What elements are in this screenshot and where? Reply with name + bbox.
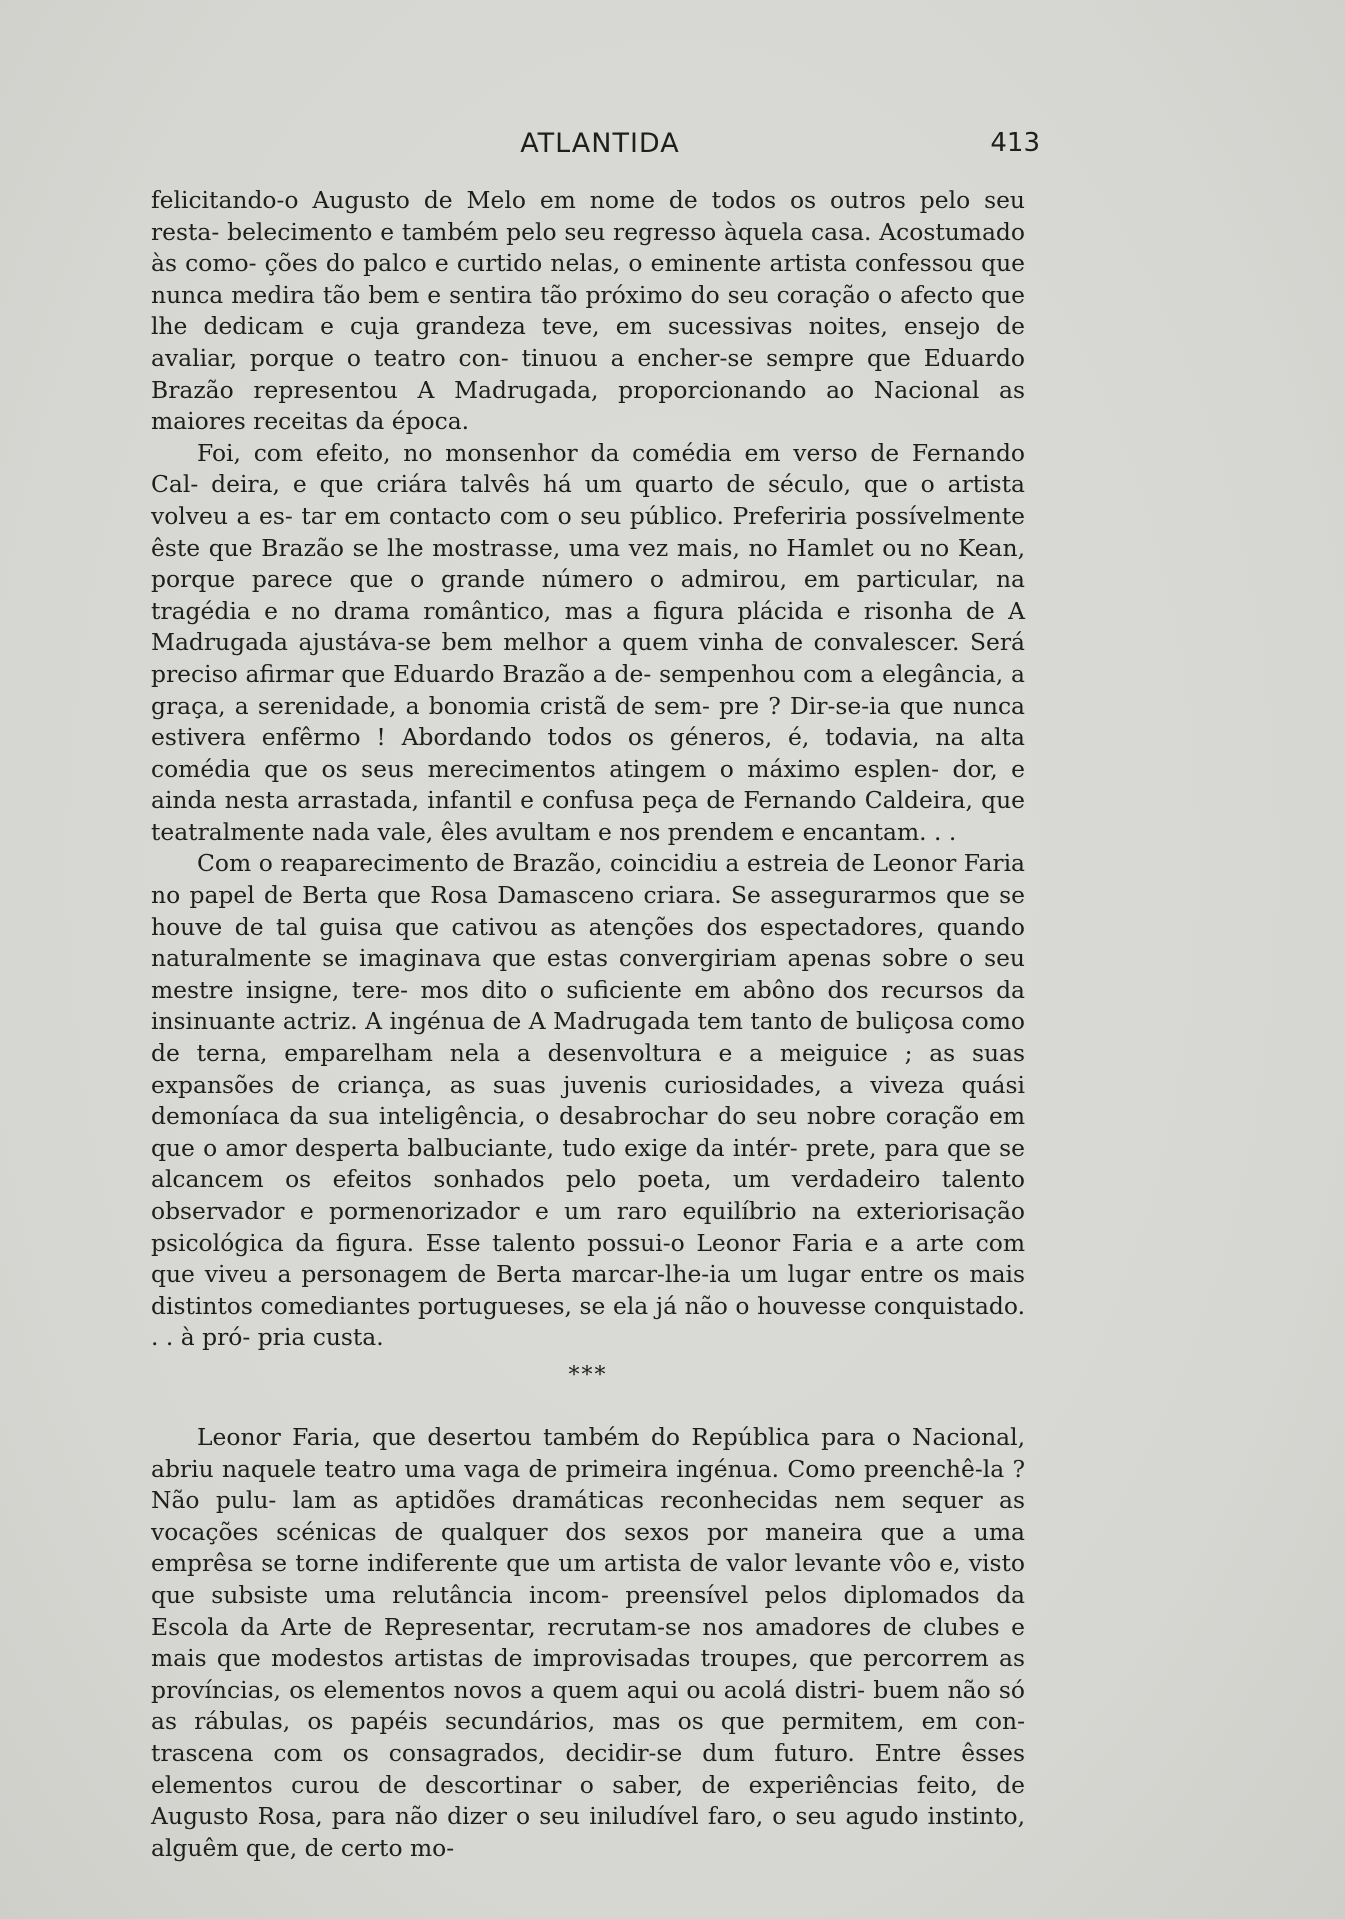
text-line: Foi, com efeito, no monsenhor da comédia em verso de Fernando Cal-	[151, 438, 1025, 499]
text-line: pria custa.	[257, 1323, 384, 1352]
text-line: buem não só as rábulas, os papéis secundários, mas os que permitem, em con-	[151, 1675, 1026, 1736]
text-line: grandeza teve, em sucessivas noites, ensejo de avaliar, porque o teatro con-	[151, 312, 1026, 372]
text-line: lam as aptidões dramáticas reconhecidas nem sequer as vocações scénicas de	[151, 1486, 1025, 1546]
text-line: grande número o admirou, em particular, na tragédia e no drama romântico,	[151, 565, 1025, 625]
paragraph	[151, 438, 1025, 849]
text-line: prete, para que se alcancem os efeitos sonhados pelo poeta, um verdadeiro	[151, 1133, 1026, 1194]
text-line: papel de Berta que Rosa Damasceno criara. Se assegurarmos que se houve	[151, 881, 1025, 941]
text-line: seu nobre coração em que o amor desperta balbuciante, tudo exige da intér-	[151, 1102, 1025, 1162]
text-line: tar em contacto com o seu público. Preferiria possívelmente êste que Brazão	[151, 501, 1026, 562]
text-line: naquele teatro uma vaga de primeira ingénua. Como preenchê-la ? Não pulu-	[151, 1454, 1025, 1515]
text-line: tinuou a encher-se sempre que Eduardo Brazão representou A Madrugada,	[151, 343, 1026, 404]
text-line: desenvoltura e a meiguice ; as suas expansões de criança, as suas juvenis	[151, 1039, 1025, 1099]
page-number: 413	[990, 128, 1040, 158]
text-line: Leonor Faria, que desertou também do República para o Nacional, abriu	[151, 1422, 1025, 1483]
text-line: de A Madrugada tem tanto de buliçosa como de terna, emparelham nela a	[151, 1007, 1026, 1068]
text-line: mas a figura plácida e risonha de A Madrugada ajustáva-se bem melhor a	[151, 596, 1025, 657]
text-line: nos amadores de clubes e mais que modestos artistas de improvisadas troupes,	[151, 1612, 1026, 1673]
text-line: viveu a personagem de Berta marcar-lhe-ia um lugar entre os mais distintos	[151, 1260, 1026, 1320]
text-line: se lhe mostrasse, uma vez mais, no Hamlet ou no Kean, porque parece que o	[151, 533, 1026, 594]
paragraph	[151, 185, 1025, 438]
text-line: de tal guisa que cativou as atenções dos espectadores, quando naturalmente	[151, 912, 1026, 973]
body-text	[151, 185, 1025, 1864]
text-line: deira, e que criára talvês há um quarto de século, que o artista volveu a es-	[151, 470, 1026, 530]
text-line: todavia, na alta comédia que os seus merecimentos atingem o máximo esplen-	[151, 723, 1025, 783]
paragraph	[151, 848, 1025, 1354]
text-line: proporcionando ao Nacional as maiores receitas da época.	[151, 375, 1026, 436]
text-line: que percorrem as províncias, os elementos novos a quem aqui ou acolá distri-	[151, 1644, 1025, 1704]
text-line: felicitando-o Augusto de Melo em nome de todos os outros pelo seu resta-	[151, 186, 1025, 246]
text-line: curou de descortinar o saber, de experiências feito, de Augusto Rosa, para	[151, 1770, 1025, 1831]
text-line: trascena com os consagrados, decidir-se dum futuro. Entre êsses elementos	[151, 1738, 1025, 1799]
text-line: quem vinha de convalescer. Será preciso afirmar que Eduardo Brazão a de-	[151, 628, 1025, 688]
text-line: curiosidades, a viveza quási demoníaca da sua inteligência, o desabrochar do	[151, 1070, 1025, 1131]
page-header	[160, 128, 1040, 168]
text-line: preensível pelos diplomados da Escola da Arte de Representar, recrutam-se	[151, 1580, 1025, 1641]
paragraph	[151, 1422, 1025, 1864]
text-line: pre ? Dir-se-ia que nunca estivera enfêrmo ! Abordando todos os géneros, é,	[151, 691, 1025, 752]
section-separator	[151, 1364, 1025, 1388]
text-line: tão bem e sentira tão próximo do seu coração o afecto que lhe dedicam e cuja	[151, 280, 1025, 341]
text-line: qualquer dos sexos por maneira que a uma emprêsa se torne indiferente que	[151, 1517, 1025, 1578]
asterism: ***	[568, 1362, 608, 1388]
text-line: um artista de valor levante vôo e, visto que subsiste uma relutância incom-	[151, 1549, 1025, 1609]
text-line: sempenhou com a elegância, a graça, a serenidade, a bonomia cristã de sem-	[151, 659, 1025, 720]
text-line: psicológica da figura. Esse talento possui-o Leonor Faria e a arte com que	[151, 1228, 1025, 1289]
text-line: mos dito o suficiente em abôno dos recursos da insinuante actriz. A ingénua	[151, 975, 1026, 1036]
text-line: que teatralmente nada vale, êles avultam e nos prendem e encantam. . .	[151, 786, 1025, 846]
running-title: ATLANTIDA	[520, 128, 680, 159]
text-line: belecimento e também pelo seu regresso àquela casa. Acostumado às como-	[151, 217, 1025, 278]
text-line: ções do palco e curtido nelas, o eminente artista confessou que nunca medira	[151, 249, 1025, 309]
text-line: dor, e ainda nesta arrastada, infantil e confusa peça de Fernando Caldeira,	[151, 754, 1025, 815]
text-line: Com o reaparecimento de Brazão, coincidiu a estreia de Leonor Faria no	[151, 849, 1025, 910]
text-line: se imaginava que estas convergiriam apenas sobre o seu mestre insigne, tere-	[151, 944, 1025, 1004]
text-line: não dizer o seu iniludível faro, o seu agudo instinto, alguêm que, de certo mo-	[151, 1802, 1025, 1862]
text-line: talento observador e pormenorizador e um raro equilíbrio na exteriorisação	[151, 1165, 1025, 1225]
text-line: comediantes portugueses, se ela já não o houvesse conquistado. . . à pró-	[151, 1291, 1026, 1352]
